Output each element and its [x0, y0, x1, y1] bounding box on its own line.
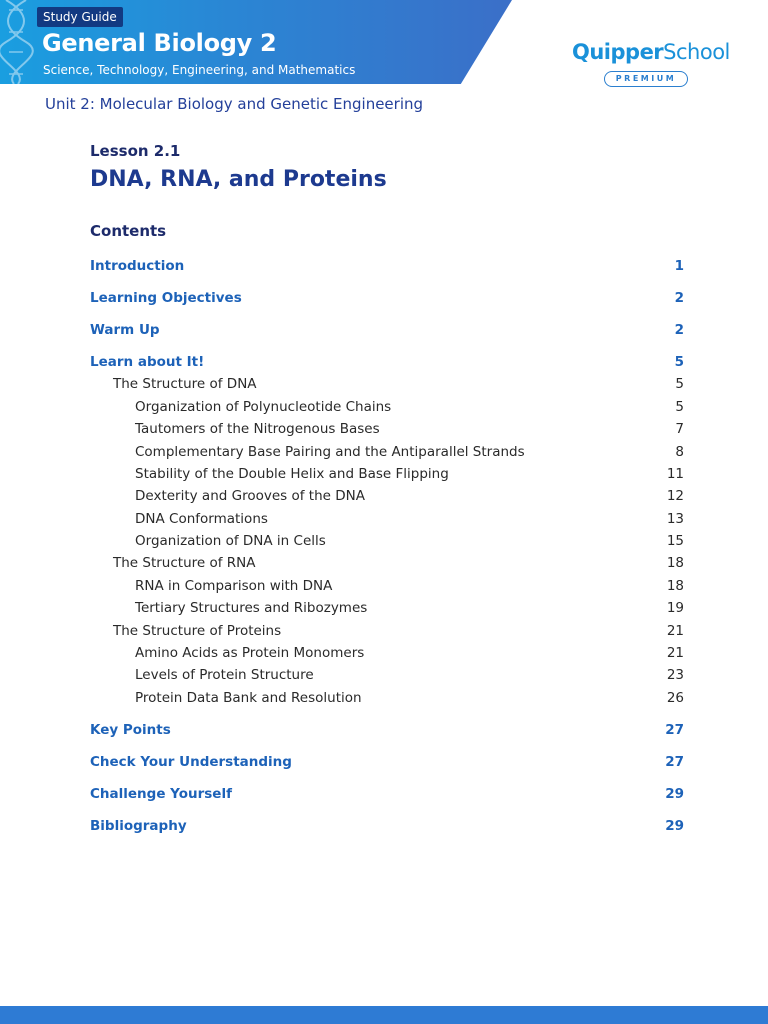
toc-entry-label[interactable]: Bibliography: [90, 817, 187, 834]
premium-badge: PREMIUM: [604, 71, 688, 87]
toc-entry[interactable]: [90, 754, 684, 776]
toc-entry: [90, 511, 684, 533]
toc-entry-label[interactable]: Learn about It!: [90, 353, 205, 370]
toc-entry-page: 13: [666, 510, 684, 527]
toc-entry: [90, 623, 684, 645]
toc-entry-label: Stability of the Double Helix and Base Flipping: [135, 465, 449, 482]
toc-entry-label[interactable]: Learning Objectives: [90, 289, 242, 306]
toc-entry-page: 8: [675, 443, 684, 460]
toc-entry-page: 15: [666, 533, 684, 550]
footer-bar: [0, 1006, 768, 1024]
toc-entry: [90, 667, 684, 689]
toc-entry: [90, 555, 684, 577]
toc-entry-label: Amino Acids as Protein Monomers: [135, 645, 365, 662]
toc-entry-label: The Structure of DNA: [113, 376, 257, 393]
toc-entry-page: 21: [666, 645, 684, 662]
toc-entry-page: 18: [666, 577, 684, 594]
toc-entry: [90, 376, 684, 398]
toc-entry-page: 18: [666, 555, 684, 572]
toc-entry: [90, 578, 684, 600]
toc-entry-label: Organization of Polynucleotide Chains: [135, 398, 392, 415]
toc-entry-page: 27: [665, 753, 684, 770]
toc-entry-page: 23: [666, 667, 684, 684]
toc-entry[interactable]: [90, 258, 684, 280]
course-title: General Biology 2: [42, 29, 277, 57]
unit-title: Unit 2: Molecular Biology and Genetic Engineering: [45, 95, 424, 113]
toc-entry: [90, 533, 684, 555]
toc-entry-page: 2: [674, 321, 684, 338]
toc-entry-page: 29: [665, 785, 684, 802]
toc-entry-page: 19: [666, 600, 684, 617]
study-guide-badge: Study Guide: [37, 7, 123, 27]
contents-heading: Contents: [90, 222, 167, 240]
toc-entry[interactable]: [90, 786, 684, 808]
toc-entry-label: The Structure of Proteins: [113, 622, 282, 639]
toc-entry-label: Tertiary Structures and Ribozymes: [135, 600, 368, 617]
toc-entry-label: DNA Conformations: [135, 510, 268, 527]
toc-entry: [90, 690, 684, 712]
logo-brand-second: School: [663, 40, 730, 64]
lesson-title: DNA, RNA, and Proteins: [90, 167, 387, 192]
toc-entry[interactable]: [90, 354, 684, 376]
toc-entry-page: 7: [675, 421, 684, 438]
toc-entry[interactable]: [90, 818, 684, 840]
toc-entry-page: 1: [674, 258, 684, 274]
toc-entry: [90, 600, 684, 622]
toc-entry: [90, 399, 684, 421]
toc-entry-label[interactable]: Introduction: [90, 258, 185, 274]
toc-entry-page: 11: [666, 465, 684, 482]
toc-entry-label: RNA in Comparison with DNA: [135, 577, 333, 594]
lesson-number: Lesson 2.1: [90, 142, 181, 160]
quipper-school-logo: [572, 40, 732, 90]
toc-entry-label: Tautomers of the Nitrogenous Bases: [135, 421, 380, 438]
toc-entry-label: Complementary Base Pairing and the Antiparallel Strands: [135, 443, 525, 460]
toc-entry-page: 29: [665, 817, 684, 834]
toc-entry-label: Protein Data Bank and Resolution: [135, 689, 362, 706]
toc-entry-page: 26: [666, 689, 684, 706]
toc-entry-page: 5: [675, 376, 684, 393]
toc-entry-page: 5: [675, 398, 684, 415]
toc-entry-page: 21: [666, 622, 684, 639]
toc-entry-label: The Structure of RNA: [113, 555, 256, 572]
toc-entry-page: 12: [666, 488, 684, 505]
toc-entry-label[interactable]: Key Points: [90, 721, 171, 738]
toc-entry[interactable]: [90, 322, 684, 344]
toc-entry-label[interactable]: Check Your Understanding: [90, 753, 292, 770]
toc-entry[interactable]: [90, 290, 684, 312]
table-of-contents: [90, 258, 684, 840]
toc-entry-label: Organization of DNA in Cells: [135, 533, 326, 550]
toc-entry-label[interactable]: Challenge Yourself: [90, 785, 232, 802]
toc-entry: [90, 645, 684, 667]
toc-entry-page: 27: [665, 721, 684, 738]
dna-helix-icon: [0, 0, 40, 84]
toc-entry[interactable]: [90, 722, 684, 744]
toc-entry-page: 2: [674, 289, 684, 306]
toc-entry-label: Dexterity and Grooves of the DNA: [135, 488, 365, 505]
toc-entry: [90, 421, 684, 443]
course-subtitle: Science, Technology, Engineering, and Mathematics: [43, 63, 356, 77]
toc-entry-page: 5: [674, 353, 684, 370]
toc-entry: [90, 444, 684, 466]
toc-entry: [90, 466, 684, 488]
toc-entry-label: Levels of Protein Structure: [135, 667, 314, 684]
toc-entry: [90, 488, 684, 510]
logo-brand-first: Quipper: [572, 40, 664, 64]
toc-entry-label[interactable]: Warm Up: [90, 321, 160, 338]
